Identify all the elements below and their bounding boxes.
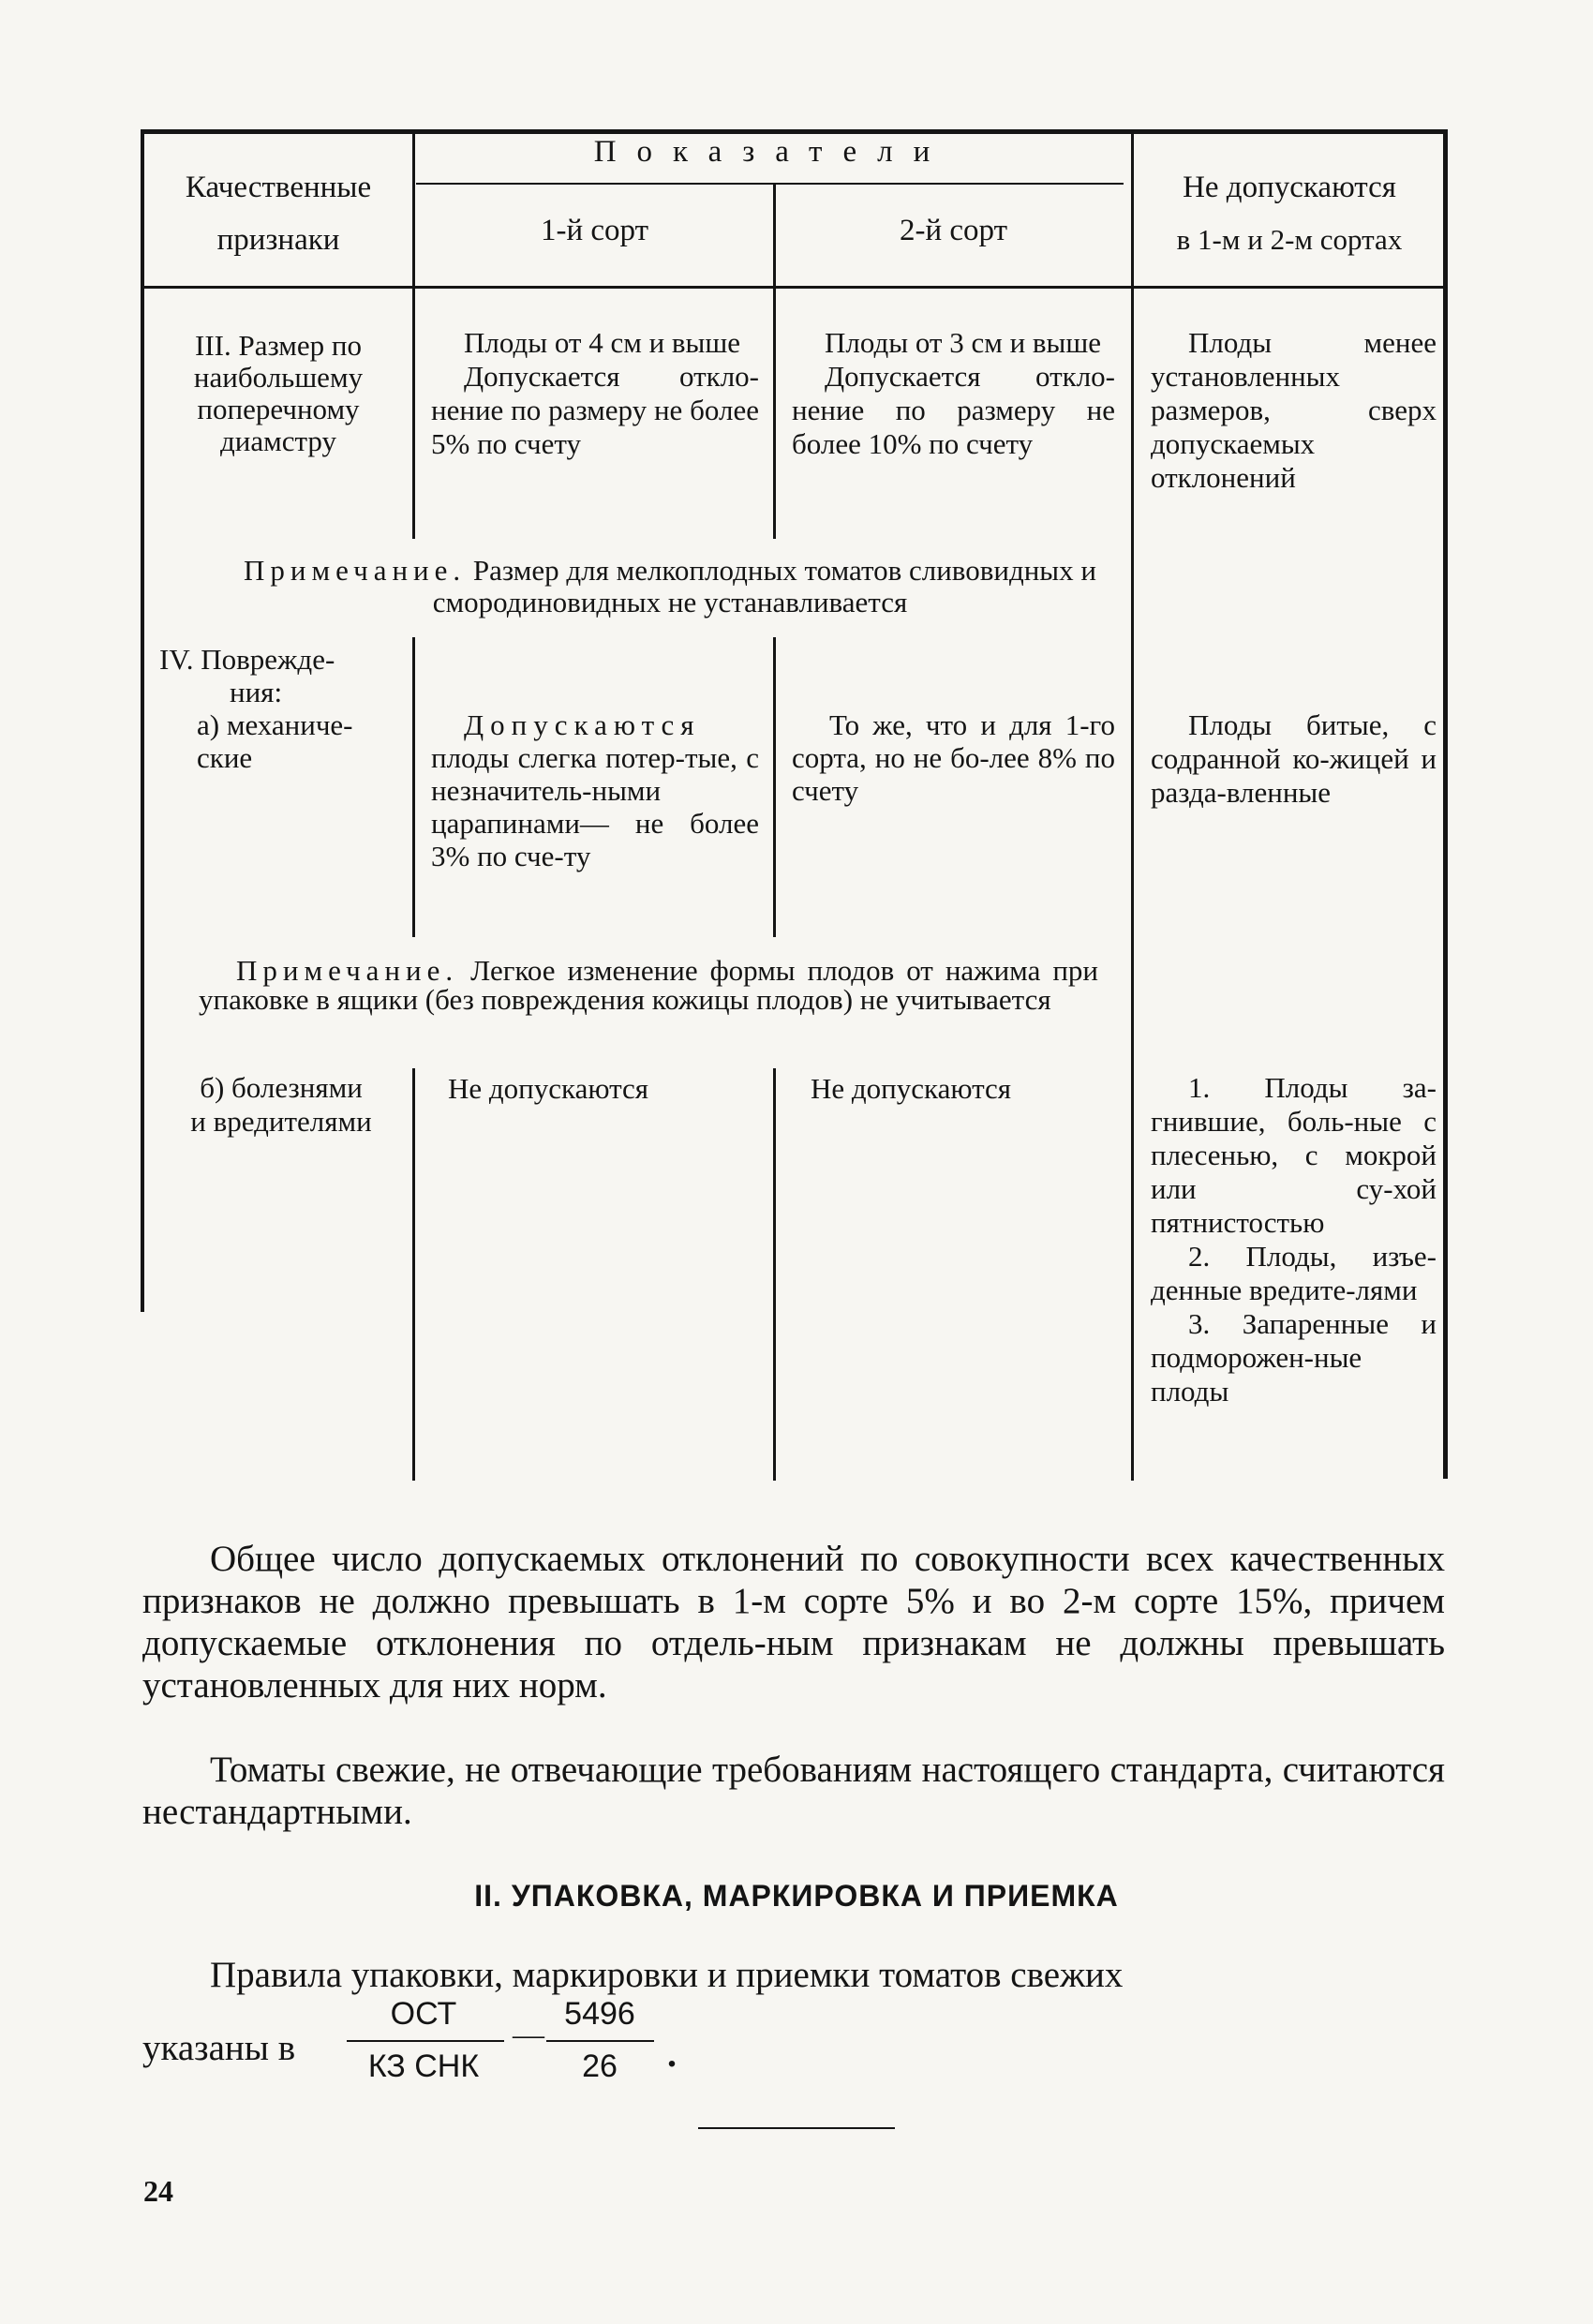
fraction-number-bar (546, 2040, 654, 2042)
note2 (199, 956, 1098, 1014)
header-col1-line1: Качественные (185, 171, 372, 204)
row4a-not-allowed: Плоды битые, с содранной ко-жицей и разда-вленные (1151, 708, 1437, 809)
row4a-label-line2: ские (197, 741, 253, 774)
row4a-sort2: То же, что и для 1-го сорта, но не бо-лее 8% по счету (792, 708, 1115, 807)
row4b-not-allowed-item2: 2. Плоды, изъе-денные вредите-лями (1151, 1240, 1437, 1306)
row3-label-line3: поперечному (197, 393, 360, 425)
row4a-label-line1: а) механиче- (197, 708, 353, 741)
row4a-sort1-lead: Допускаются (464, 708, 701, 741)
col-divider-1b (412, 637, 415, 937)
row3-sort1-size: Плоды от 4 см и выше (464, 326, 741, 359)
row4b-not-allowed (1151, 1071, 1437, 1408)
col-divider-3 (1131, 131, 1134, 1481)
row4b-sort2: Не допускаются (811, 1072, 1012, 1105)
row3-not-allowed: Плоды менее установленных размеров, сверх допускаемых отклонений (1151, 326, 1437, 494)
note2-prefix: Примечание. (236, 954, 459, 987)
row3-label (150, 330, 407, 457)
note1 (197, 555, 1143, 618)
row4b-label-line2: и вредителями (190, 1105, 372, 1138)
table-right-border (1443, 129, 1448, 1479)
row4-label (159, 643, 408, 774)
row4b-not-allowed-item1: 1. Плоды за-гнившие, боль-ные с плесенью, с мокрой или су-хой пятнистостью (1151, 1071, 1437, 1239)
row3-sort2-size: Плоды от 3 см и выше (825, 326, 1102, 359)
row3-sort1-deviation: Допускается откло-нение по размеру не более 5% по счету (431, 360, 759, 460)
col-divider-1c (412, 1068, 415, 1481)
header-not-allowed (1135, 161, 1444, 266)
row3-sort2-deviation: Допускается откло-нение по размеру не более 10% по счету (792, 360, 1115, 460)
header-col1-line2: признаки (216, 223, 340, 257)
header-sort1: 1-й сорт (540, 214, 649, 247)
col-divider-1 (412, 131, 415, 539)
row3-sort2 (792, 326, 1115, 461)
body-paragraph-3-line2: указаны в (142, 2028, 296, 2068)
body-paragraph-3: Правила упаковки, маркировки и приемки томатов свежих (210, 1955, 1124, 1995)
row4b-sort1: Не допускаются (448, 1072, 649, 1105)
row3-label-line1: III. Размер по (195, 329, 362, 362)
header-group-rule (416, 183, 1124, 185)
table-left-border (141, 129, 144, 1312)
section-heading: II. УПАКОВКА, МАРКИРОВКА И ПРИЕМКА (474, 1879, 1119, 1913)
col-divider-2c (773, 1068, 776, 1481)
row4b-label (150, 1071, 412, 1139)
row4-label-line1: IV. Поврежде- (159, 643, 335, 676)
col-divider-2b (773, 637, 776, 937)
header-quality-signs (144, 161, 412, 266)
sentence-period: . (667, 2033, 677, 2075)
row4-label-line2: ния: (230, 676, 283, 708)
fraction-number-top: 5496 (564, 1996, 635, 2032)
header-indicators: Показатели (593, 135, 951, 169)
note1-prefix: Примечание. (244, 554, 467, 587)
header-sort2: 2-й сорт (899, 214, 1008, 247)
note1-text: Размер для мелкоплодных томатов сливовидных и смородиновидных не устанавливается (432, 554, 1096, 618)
body-paragraph-1: Общее число допускаемых отклонений по совокупности всех качественных признаков не должно превышать в 1-м сорте 5% и во 2-м сорте 15%, причем допускаемые отклонения по отдель-ным признакам не должны превышать установленных для них норм. (142, 1539, 1445, 1706)
row4b-label-line1: б) болезнями (200, 1071, 363, 1104)
fraction-number-bottom: 26 (582, 2048, 618, 2084)
fraction-dash: — (513, 2018, 544, 2052)
header-bottom-rule (141, 286, 1445, 289)
row3-sort1 (431, 326, 759, 461)
row3-label-line2: наибольшему (193, 361, 364, 394)
end-rule (698, 2127, 895, 2129)
row4b-not-allowed-item3: 3. Запаренные и подморожен-ные плоды (1151, 1307, 1437, 1408)
header-col4-line2: в 1-м и 2-м сортах (1176, 223, 1403, 256)
page-number: 24 (143, 2174, 173, 2208)
body-paragraph-2: Томаты свежие, не отвечающие требованиям настоящего стандарта, считаются нестандартными. (142, 1750, 1445, 1832)
note2-text: Легкое изменение формы плодов от нажима при упаковке в ящики (без повреждения кожицы плодов) не учитывается (199, 954, 1099, 1016)
row3-label-line4: диамстру (219, 425, 336, 457)
fraction-ost-bottom: КЗ СНК (367, 2048, 480, 2084)
table-top-rule (141, 129, 1445, 134)
row4a-sort1-text: плоды слегка потер-тые, с незначитель-ными царапинами— не более 3% по сче-ту (431, 741, 759, 872)
fraction-ost-bar (347, 2040, 504, 2042)
header-col4-line1: Не допускаются (1183, 171, 1396, 204)
row4a-sort1 (431, 708, 759, 872)
fraction-ost-top: ОСТ (390, 1996, 457, 2032)
